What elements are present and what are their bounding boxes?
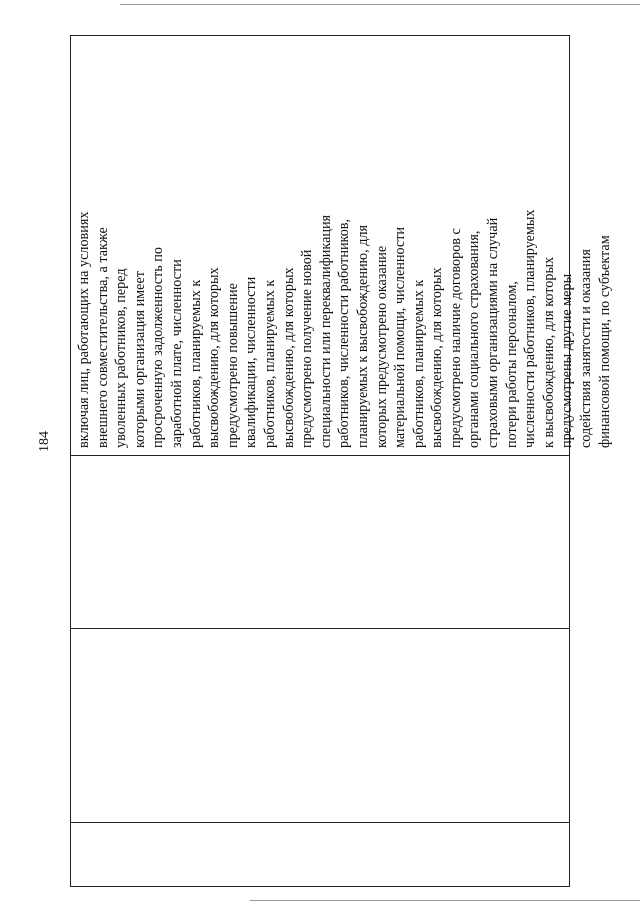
text-line: внешнего совместительства, а также — [94, 227, 111, 448]
scan-edge-bottom — [250, 900, 640, 901]
text-line: предусмотрено получение новой — [299, 249, 316, 448]
text-line: уволенных работников, перед — [113, 268, 130, 448]
text-line: работников, планируемых к — [187, 279, 204, 448]
text-line: потери работы персоналом, — [503, 281, 520, 448]
text-line: высвобождению, для которых — [206, 267, 223, 448]
table-cell-text — [75, 38, 613, 448]
text-line: работников, планируемых к — [410, 279, 427, 448]
text-line: которых предусмотрено оказание — [373, 245, 390, 448]
text-line: предусмотрено повышение — [224, 283, 241, 448]
table-column-rule — [70, 822, 570, 823]
text-line: высвобождению, для которых — [429, 267, 446, 448]
table-column-rule — [70, 628, 570, 629]
text-line: страховыми организациями на случай — [485, 217, 502, 448]
text-line: предусмотрены другие меры — [559, 273, 576, 448]
text-line: к высвобождению, для которых — [540, 256, 557, 448]
text-line: включая лиц, работающих на условиях — [76, 211, 92, 448]
text-line: специальности или переквалификация — [317, 214, 334, 448]
text-line: просроченную задолженность по — [150, 247, 167, 448]
text-line: заработной плате, численности — [168, 259, 185, 448]
text-line: квалификации, численности — [243, 276, 260, 448]
table-column-rule — [70, 455, 570, 456]
text-line: работников, численности работников, — [336, 218, 353, 448]
page-number: 184 — [37, 431, 52, 452]
text-line: органами социального страхования, — [466, 230, 483, 448]
text-line: материальной помощи, численности — [392, 226, 409, 448]
text-line: предусмотрено наличие договоров с — [447, 228, 464, 448]
text-line: численности работников, планируемых — [522, 209, 539, 448]
text-line: содействия занятости и оказания — [578, 249, 595, 448]
text-line: планируемых к высвобождению, для — [354, 224, 371, 448]
text-line: финансовой помощи, по субъектам — [596, 235, 613, 448]
text-line: которыми организация имеет — [131, 271, 148, 448]
text-line: высвобождению, для которых — [280, 267, 297, 448]
scan-edge-top — [120, 4, 640, 5]
text-line: работников, планируемых к — [261, 279, 278, 448]
